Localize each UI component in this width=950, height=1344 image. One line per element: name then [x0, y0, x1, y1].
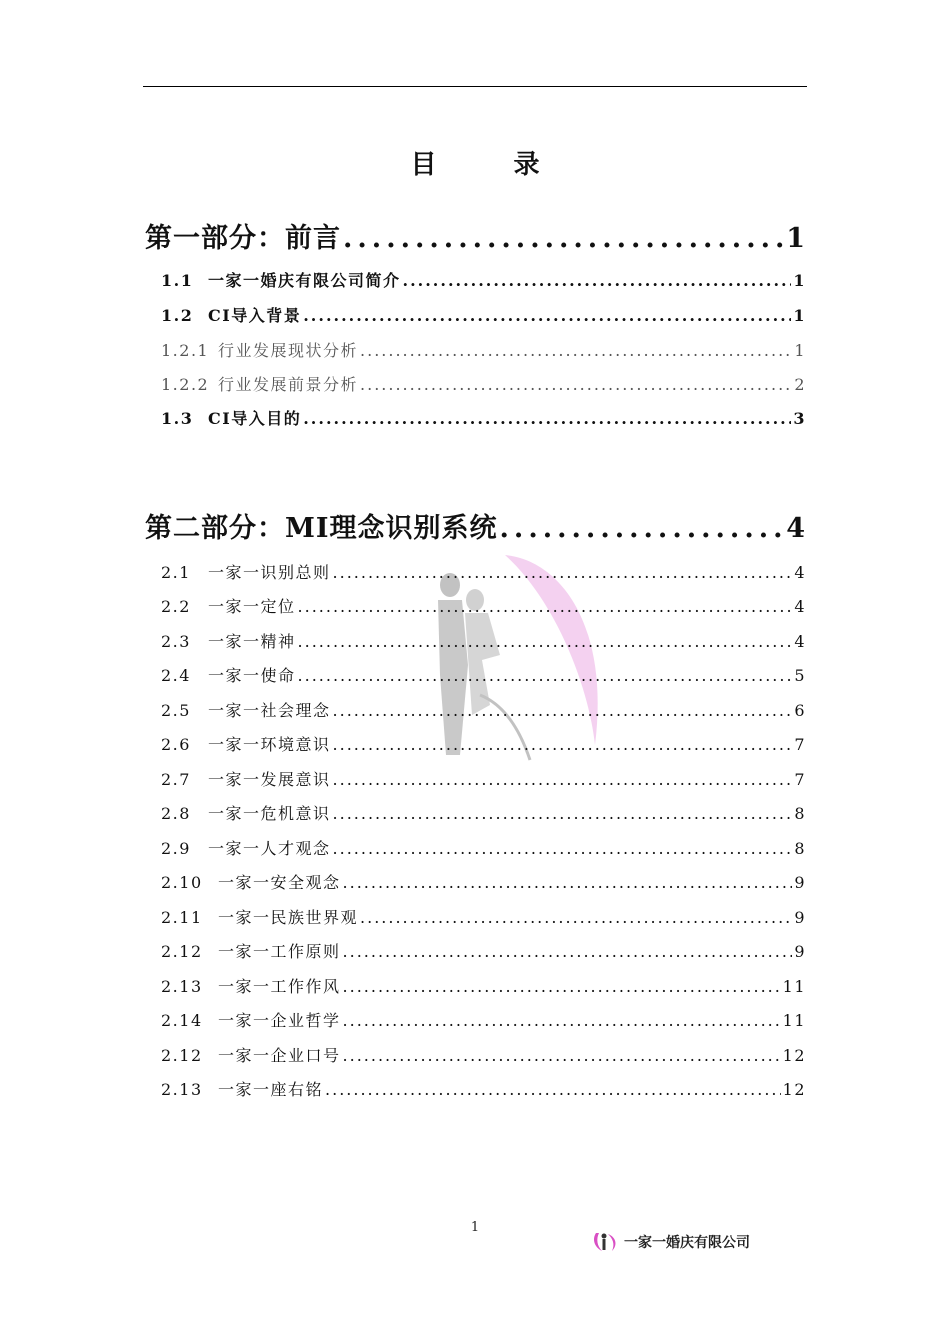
toc-page-number: 1 [793, 306, 806, 325]
toc-entry-label: 一家一定位 [208, 597, 296, 616]
toc-part-1[interactable] [145, 216, 806, 255]
toc-entry-label: 一家一工作作风 [218, 977, 341, 996]
toc-entry-label: 一家一识别总则 [208, 563, 331, 582]
toc-page-number: 3 [793, 409, 806, 428]
toc-entry-2-5[interactable] [161, 698, 806, 721]
toc-entry-label: 一家一座右铭 [218, 1080, 324, 1099]
toc-entry-number: 1.2.1 [161, 341, 210, 360]
toc-entry-2-2[interactable] [161, 594, 806, 617]
toc-entry-label: 一家一企业哲学 [218, 1011, 341, 1030]
toc-page-number: 6 [794, 701, 806, 720]
header-rule [143, 86, 807, 87]
toc-entry-label: 行业发展前景分析 [218, 375, 359, 394]
toc-entry-2-8[interactable] [161, 801, 806, 824]
toc-entry-number: 1.3 [161, 409, 194, 428]
toc-entry-label: 一家一社会理念 [208, 701, 331, 720]
toc-entry-number: 2.7 [161, 770, 191, 789]
toc-leader [500, 513, 785, 544]
toc-entry-number: 1.2 [161, 306, 194, 325]
toc-leader [343, 223, 784, 254]
toc-entry-number: 2.8 [161, 804, 191, 823]
toc-page-number: 8 [794, 839, 806, 858]
footer-page-number: 1 [470, 1220, 480, 1235]
toc-entry-2-12[interactable] [161, 939, 806, 962]
footer-company-logo [592, 1231, 750, 1253]
toc-page-number: 1 [786, 223, 806, 254]
toc-leader [325, 1080, 781, 1099]
toc-entry-label: 一家一企业口号 [218, 1046, 341, 1065]
toc-entry-label: 一家一工作原则 [218, 942, 341, 961]
toc-leader [333, 735, 793, 754]
toc-page-number: 2 [794, 375, 806, 394]
toc-entry-number: 2.13 [161, 977, 203, 996]
toc-entry-2-13[interactable] [161, 974, 806, 997]
toc-entry-number: 2.10 [161, 873, 203, 892]
toc-entry-2-11[interactable] [161, 905, 806, 928]
toc-entry-1-3[interactable] [161, 406, 806, 429]
toc-page-number: 1 [793, 271, 806, 290]
toc-entry-label: 一家一民族世界观 [218, 908, 359, 927]
couple-logo-icon [592, 1231, 622, 1253]
toc-entry-number: 2.11 [161, 908, 203, 927]
toc-entry-label: 一家一环境意识 [208, 735, 331, 754]
toc-page-number: 4 [794, 632, 806, 651]
toc-entry-1-2-1[interactable] [161, 338, 806, 361]
toc-leader [333, 770, 793, 789]
toc-entry-number: 2.1 [161, 563, 191, 582]
toc-entry-label: 一家一婚庆有限公司简介 [208, 271, 401, 290]
toc-page-number: 4 [794, 597, 806, 616]
toc-entry-label: 一家一使命 [208, 666, 296, 685]
toc-entry-1-2-2[interactable] [161, 372, 806, 395]
toc-leader [303, 409, 791, 428]
toc-entry-number: 2.2 [161, 597, 191, 616]
toc-leader [343, 1011, 781, 1030]
toc-entry-2-7[interactable] [161, 767, 806, 790]
toc-entry-number: 1.2.2 [161, 375, 210, 394]
toc-entry-label: 一家一危机意识 [208, 804, 331, 823]
toc-entry-2-10[interactable] [161, 870, 806, 893]
toc-entry-number: 2.12 [161, 1046, 203, 1065]
footer-company-name: 一家一婚庆有限公司 [624, 1235, 750, 1251]
toc-entry-label: 一家一发展意识 [208, 770, 331, 789]
toc-entry-2-6[interactable] [161, 732, 806, 755]
toc-entry-number: 2.6 [161, 735, 191, 754]
toc-entry-number: 2.4 [161, 666, 191, 685]
toc-entry-number: 1.1 [161, 271, 194, 290]
toc-leader [298, 666, 793, 685]
toc-entry-number: 2.12 [161, 942, 203, 961]
toc-entry-2-16[interactable] [161, 1077, 806, 1100]
toc-page-number: 12 [782, 1080, 806, 1099]
toc-entry-number: 2.5 [161, 701, 191, 720]
toc-page-number: 7 [794, 770, 806, 789]
toc-page-number: 12 [782, 1046, 806, 1065]
toc-leader [343, 873, 793, 892]
toc-entry-2-14[interactable] [161, 1008, 806, 1031]
toc-entry-1-1[interactable] [161, 268, 806, 291]
toc-entry-number: 2.3 [161, 632, 191, 651]
toc-page-number: 9 [794, 873, 806, 892]
toc-entry-2-9[interactable] [161, 836, 806, 859]
toc-entry-2-4[interactable] [161, 663, 806, 686]
toc-entry-number: 2.13 [161, 1080, 203, 1099]
toc-title: 目 录 [410, 150, 574, 180]
toc-page-number: 1 [794, 341, 806, 360]
toc-leader [360, 908, 792, 927]
toc-page-number: 4 [786, 513, 806, 544]
toc-page-number: 9 [794, 942, 806, 961]
toc-entry-number: 2.14 [161, 1011, 203, 1030]
toc-entry-label: 一家一安全观念 [218, 873, 341, 892]
toc-leader [343, 942, 793, 961]
toc-entry-2-15[interactable] [161, 1043, 806, 1066]
toc-leader [343, 977, 781, 996]
toc-entry-2-1[interactable] [161, 560, 806, 583]
toc-page-number: 5 [794, 666, 806, 685]
toc-page-number: 11 [782, 977, 806, 996]
toc-part-2[interactable] [145, 506, 806, 545]
toc-leader [333, 804, 793, 823]
toc-leader [298, 632, 793, 651]
toc-page-number: 8 [794, 804, 806, 823]
toc-entry-number: 2.9 [161, 839, 191, 858]
toc-entry-1-2[interactable] [161, 303, 806, 326]
toc-leader [333, 839, 793, 858]
toc-entry-label: CI导入目的 [208, 409, 302, 428]
toc-entry-2-3[interactable] [161, 629, 806, 652]
toc-leader [298, 597, 793, 616]
toc-leader [403, 271, 792, 290]
toc-leader [343, 1046, 781, 1065]
toc-leader [360, 375, 792, 394]
toc-page-number: 4 [794, 563, 806, 582]
toc-part-title: 第二部分：MI理念识别系统 [145, 513, 498, 544]
toc-leader [303, 306, 791, 325]
toc-entry-label: 一家一精神 [208, 632, 296, 651]
toc-leader [333, 701, 793, 720]
toc-entry-label: 行业发展现状分析 [218, 341, 359, 360]
toc-entry-label: CI导入背景 [208, 306, 302, 325]
toc-leader [333, 563, 793, 582]
toc-leader [360, 341, 792, 360]
toc-part-title: 第一部分：前言 [145, 223, 341, 254]
toc-entry-label: 一家一人才观念 [208, 839, 331, 858]
toc-page-number: 9 [794, 908, 806, 927]
toc-page-number: 7 [794, 735, 806, 754]
toc-page-number: 11 [782, 1011, 806, 1030]
